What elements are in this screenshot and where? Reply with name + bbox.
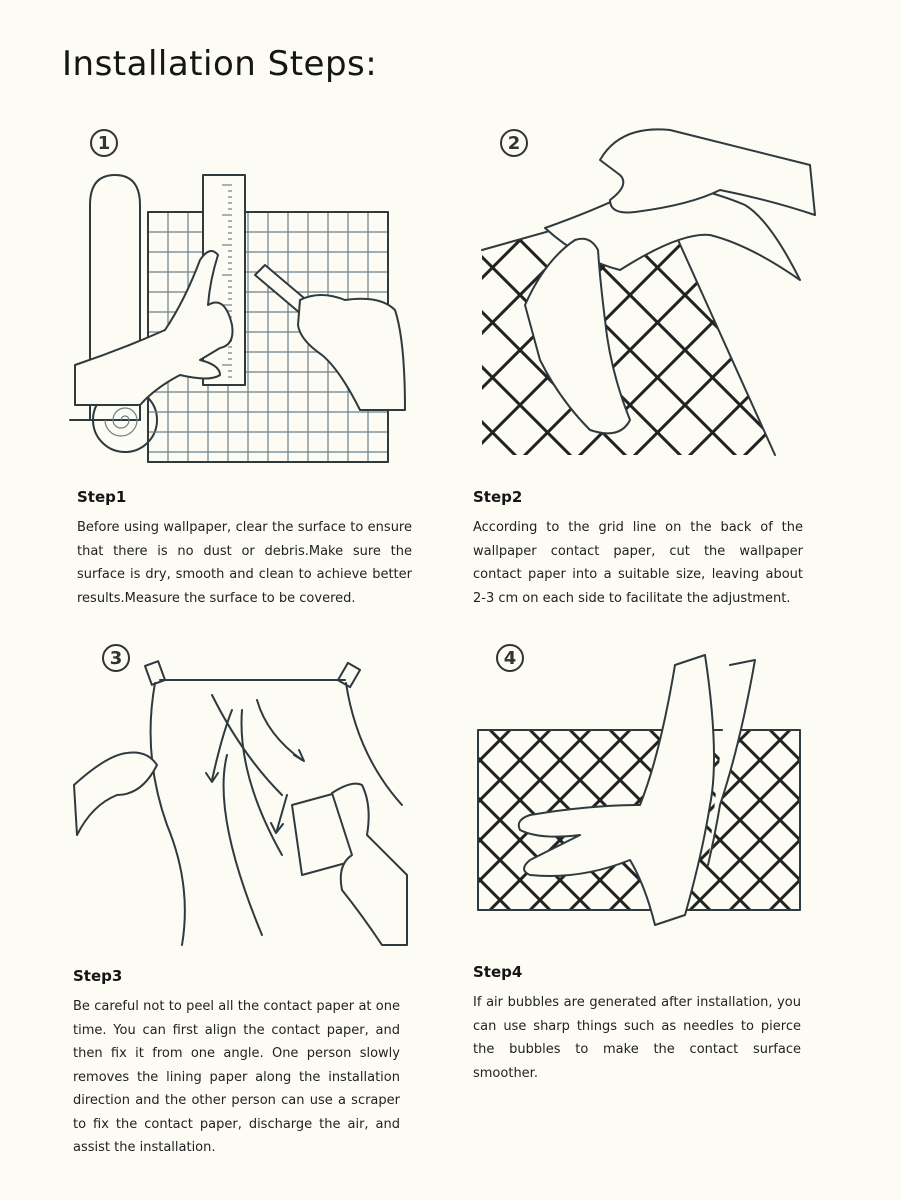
step4-illustration [470, 635, 820, 935]
step3-title: Step3 [73, 967, 123, 985]
step2-block [473, 488, 803, 610]
step2-text: According to the grid line on the back of the wallpaper contact paper, cut the wallpaper contact paper into a suitable size, leaving about 2-3 cm on each side to facilitate the adjustment. [473, 520, 803, 606]
step4-number: 4 [503, 648, 517, 669]
step2-title: Step2 [473, 488, 523, 506]
step3-number: 3 [109, 648, 123, 669]
step2-illustration [470, 120, 820, 470]
step3-illustration [62, 635, 412, 955]
step4-title: Step4 [473, 963, 523, 981]
step1-block [77, 488, 412, 610]
step2-number: 2 [507, 133, 521, 154]
step1-text: Before using wallpaper, clear the surface to ensure that there is no dust or debris.Make sure the surface is dry, smooth and clean to achieve better results.Measure the surface to be covered. [77, 520, 412, 606]
step1-illustration [60, 120, 410, 470]
step3-block [73, 967, 400, 1160]
step3-text: Be careful not to peel all the contact paper at one time. You can first align the contact paper, and then fix it from one angle. One person slowly removes the lining paper along the installation direction and the other person can use a scraper to fix the contact paper, discharge the air, and assist the installation. [73, 999, 400, 1155]
page-title: Installation Steps: [62, 44, 378, 84]
step4-block [473, 963, 801, 1085]
step1-number: 1 [97, 133, 111, 154]
step1-title: Step1 [77, 488, 127, 506]
step4-text: If air bubbles are generated after installation, you can use sharp things such as needles to pierce the bubbles to make the contact surface smoother. [473, 995, 801, 1081]
